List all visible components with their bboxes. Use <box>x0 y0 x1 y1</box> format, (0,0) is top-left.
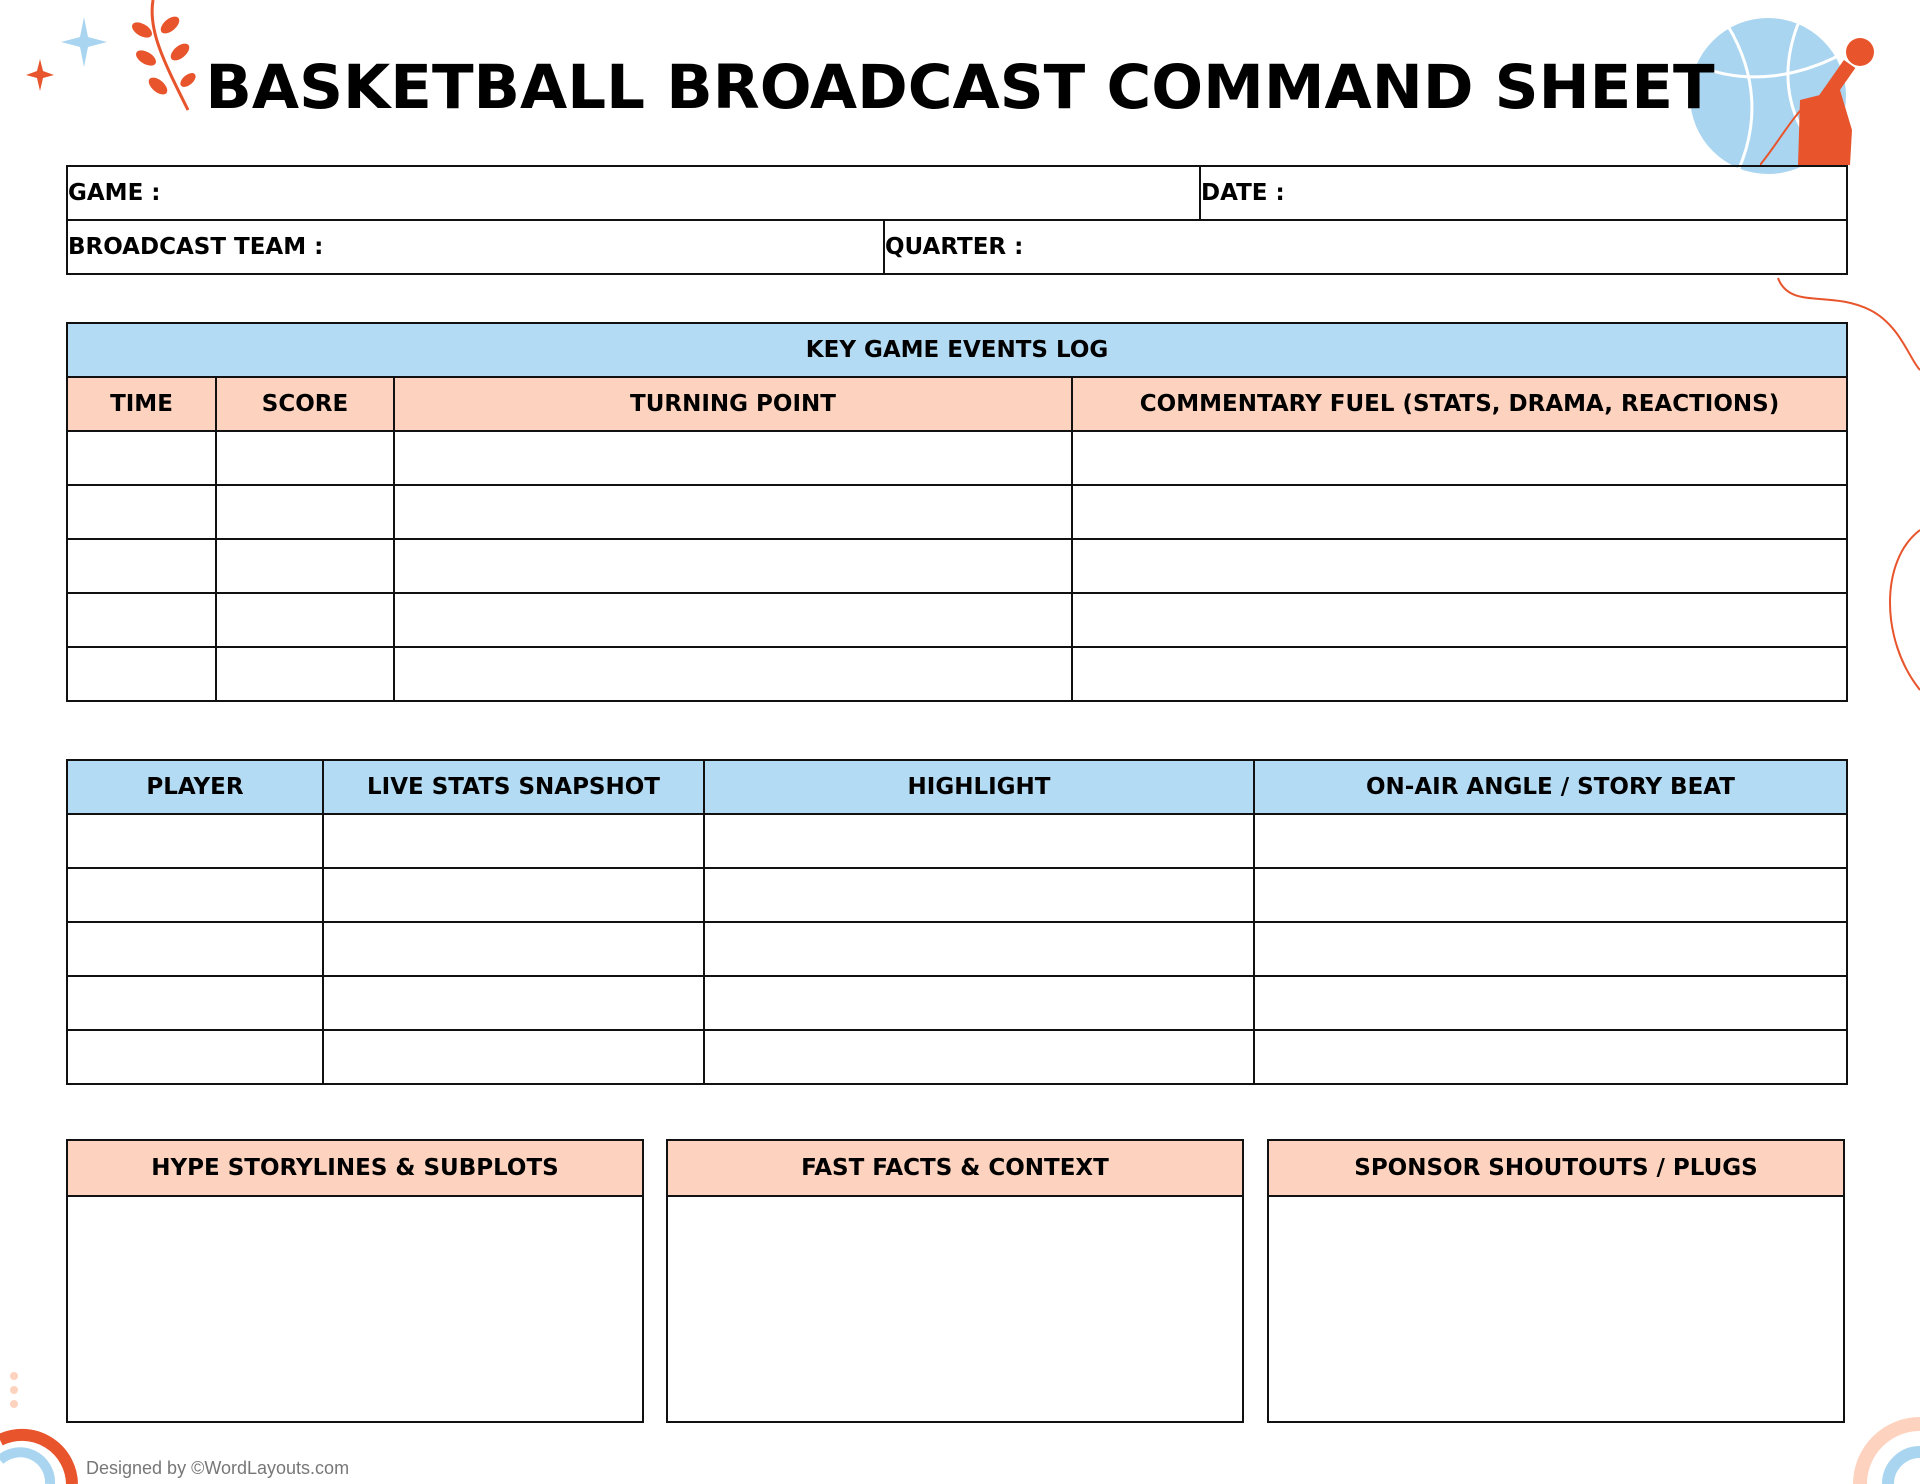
table-cell[interactable] <box>704 1030 1254 1084</box>
table-cell[interactable] <box>1072 593 1847 647</box>
table-cell[interactable] <box>67 593 216 647</box>
quarter-label: QUARTER : <box>885 234 1024 260</box>
date-label: DATE : <box>1201 180 1285 206</box>
sponsor-shoutouts-box[interactable] <box>1267 1139 1845 1423</box>
hype-storylines-title: HYPE STORYLINES & SUBPLOTS <box>68 1141 642 1197</box>
game-field[interactable] <box>67 166 1200 220</box>
table-cell[interactable] <box>394 593 1072 647</box>
table-cell[interactable] <box>67 647 216 701</box>
table-cell[interactable] <box>216 431 394 485</box>
table-cell[interactable] <box>67 431 216 485</box>
col-turning-point: TURNING POINT <box>394 377 1072 431</box>
events-log-table <box>66 322 1848 702</box>
table-cell[interactable] <box>216 539 394 593</box>
table-cell[interactable] <box>216 647 394 701</box>
table-cell[interactable] <box>323 814 704 868</box>
table-cell[interactable] <box>394 431 1072 485</box>
table-row <box>67 431 1847 485</box>
rainbow-icon-right <box>1852 1416 1920 1484</box>
table-cell[interactable] <box>1072 539 1847 593</box>
table-cell[interactable] <box>1254 814 1847 868</box>
table-cell[interactable] <box>67 539 216 593</box>
hype-storylines-box[interactable] <box>66 1139 644 1423</box>
table-cell[interactable] <box>1072 485 1847 539</box>
table-cell[interactable] <box>216 485 394 539</box>
table-cell[interactable] <box>1072 647 1847 701</box>
quarter-field[interactable] <box>884 220 1847 274</box>
table-cell[interactable] <box>67 976 323 1030</box>
table-row <box>67 647 1847 701</box>
fast-facts-title: FAST FACTS & CONTEXT <box>668 1141 1242 1197</box>
broadcast-team-label: BROADCAST TEAM : <box>68 234 324 260</box>
table-cell[interactable] <box>394 647 1072 701</box>
table-cell[interactable] <box>704 976 1254 1030</box>
col-score: SCORE <box>216 377 394 431</box>
table-row <box>67 868 1847 922</box>
table-cell[interactable] <box>323 868 704 922</box>
fast-facts-box[interactable] <box>666 1139 1244 1423</box>
table-cell[interactable] <box>704 922 1254 976</box>
table-cell[interactable] <box>323 1030 704 1084</box>
table-cell[interactable] <box>1254 1030 1847 1084</box>
table-cell[interactable] <box>1254 922 1847 976</box>
page-title: BASKETBALL BROADCAST COMMAND SHEET <box>205 52 1715 123</box>
table-cell[interactable] <box>67 485 216 539</box>
table-cell[interactable] <box>216 593 394 647</box>
date-field[interactable] <box>1200 166 1847 220</box>
table-row <box>67 976 1847 1030</box>
col-live-stats: LIVE STATS SNAPSHOT <box>323 760 704 814</box>
col-time: TIME <box>67 377 216 431</box>
col-on-air-angle: ON-AIR ANGLE / STORY BEAT <box>1254 760 1847 814</box>
info-table <box>66 165 1848 275</box>
table-cell[interactable] <box>67 814 323 868</box>
table-row <box>67 1030 1847 1084</box>
col-highlight: HIGHLIGHT <box>704 760 1254 814</box>
dots-decoration <box>8 1370 20 1410</box>
col-commentary-fuel: COMMENTARY FUEL (STATS, DRAMA, REACTIONS) <box>1072 377 1847 431</box>
sponsor-shoutouts-title: SPONSOR SHOUTOUTS / PLUGS <box>1269 1141 1843 1197</box>
table-row <box>67 485 1847 539</box>
rainbow-icon <box>0 1420 80 1484</box>
players-table <box>66 759 1848 1085</box>
table-cell[interactable] <box>394 539 1072 593</box>
table-row <box>67 814 1847 868</box>
table-cell[interactable] <box>394 485 1072 539</box>
col-player: PLAYER <box>67 760 323 814</box>
game-label: GAME : <box>68 180 161 206</box>
footer-credit: Designed by ©WordLayouts.com <box>86 1458 350 1478</box>
broadcast-team-field[interactable] <box>67 220 884 274</box>
table-cell[interactable] <box>704 868 1254 922</box>
table-cell[interactable] <box>323 922 704 976</box>
table-cell[interactable] <box>67 868 323 922</box>
table-cell[interactable] <box>323 976 704 1030</box>
events-log-title: KEY GAME EVENTS LOG <box>67 323 1847 377</box>
table-cell[interactable] <box>67 1030 323 1084</box>
table-cell[interactable] <box>1254 868 1847 922</box>
table-cell[interactable] <box>67 922 323 976</box>
table-cell[interactable] <box>704 814 1254 868</box>
table-cell[interactable] <box>1072 431 1847 485</box>
table-cell[interactable] <box>1254 976 1847 1030</box>
table-row <box>67 922 1847 976</box>
table-row <box>67 593 1847 647</box>
table-row <box>67 539 1847 593</box>
